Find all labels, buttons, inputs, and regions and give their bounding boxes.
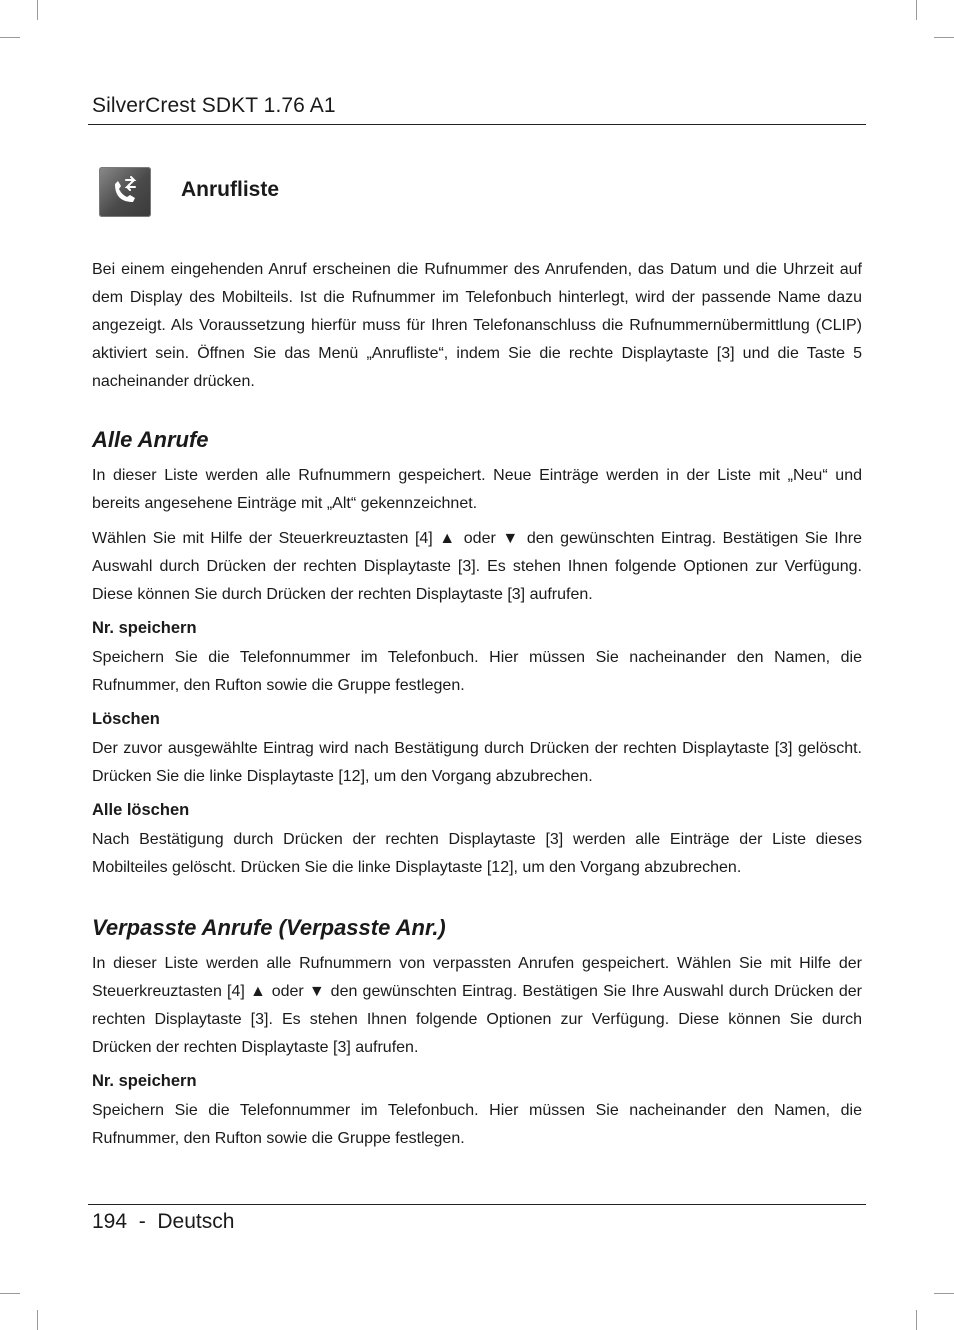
- section-title: Anrufliste: [181, 178, 280, 201]
- option-title: Alle löschen: [92, 801, 190, 819]
- crop-mark: [37, 1310, 38, 1330]
- option-title: Nr. speichern: [92, 619, 197, 637]
- option-text: Der zuvor ausgewählte Eintrag wird nach Bestätigung durch Drücken der rechten Displaytaste [3] gelöscht. Drücken Sie die linke Displaytaste [12], um den Vorgang abzubrechen.: [92, 740, 862, 785]
- all-calls-paragraph: In dieser Liste werden alle Rufnummern gespeichert. Neue Einträge werden in der Liste mit „Neu“ und bereits angesehene Einträge mit „Alt“ gekennzeichnet.: [92, 467, 862, 512]
- option-title: Nr. speichern: [92, 1072, 197, 1090]
- footer-rule: [88, 1204, 866, 1205]
- call-list-icon: [99, 167, 151, 217]
- crop-mark: [0, 1293, 20, 1294]
- missed-calls-heading: Verpasste Anrufe (Verpasste Anr.): [92, 915, 446, 940]
- crop-mark: [0, 37, 20, 38]
- header-rule: [88, 124, 866, 125]
- crop-mark: [934, 37, 954, 38]
- page-footer: 194 - Deutsch: [92, 1210, 235, 1233]
- crop-mark: [916, 1310, 917, 1330]
- all-calls-heading: Alle Anrufe: [92, 427, 209, 452]
- option-text: Nach Bestätigung durch Drücken der rechten Displaytaste [3] werden alle Einträge der Liste dieses Mobilteiles gelöscht. Drücken Sie die linke Displaytaste [12], um den Vorgang abzubrechen.: [92, 831, 862, 876]
- option-text: Speichern Sie die Telefonnummer im Telefonbuch. Hier müssen Sie nacheinander den Namen, die Rufnummer, den Rufton sowie die Gruppe festlegen.: [92, 649, 862, 694]
- header-title: SilverCrest SDKT 1.76 A1: [92, 94, 336, 117]
- missed-calls-paragraph: In dieser Liste werden alle Rufnummern von verpassten Anrufen gespeichert. Wählen Sie mit Hilfe der Steuerkreuztasten [4] ▲ oder ▼ den gewünschten Eintrag. Bestätigen Sie Ihre Auswahl durch Drücken der rechten Displaytaste [3]. Es stehen Ihnen folgende Optionen zur Verfügung. Diese können Sie durch Drücken der rechten Displaytaste [3] aufrufen.: [92, 955, 862, 1056]
- option-title: Löschen: [92, 710, 160, 728]
- crop-mark: [37, 0, 38, 20]
- option-text: Speichern Sie die Telefonnummer im Telefonbuch. Hier müssen Sie nacheinander den Namen, die Rufnummer, den Rufton sowie die Gruppe festlegen.: [92, 1102, 862, 1147]
- crop-mark: [934, 1293, 954, 1294]
- content: [92, 256, 862, 1153]
- intro-paragraph: Bei einem eingehenden Anruf erscheinen die Rufnummer des Anrufenden, das Datum und die Uhrzeit auf dem Display des Mobilteils. Ist die Rufnummer im Telefonbuch hinterlegt, wird der passende Name dazu angezeigt. Als Voraussetzung hierfür muss für Ihren Telefonanschluss die Rufnummernübermittlung (CLIP) aktiviert sein. Öffnen Sie das Menü „Anrufliste“, indem Sie die rechte Displaytaste [3] und die Taste 5 nacheinander drücken.: [92, 261, 862, 390]
- all-calls-paragraph: Wählen Sie mit Hilfe der Steuerkreuztasten [4] ▲ oder ▼ den gewünschten Eintrag. Bestätigen Sie Ihre Auswahl durch Drücken der rechten Displaytaste [3]. Es stehen Ihnen folgende Optionen zur Verfügung. Diese können Sie durch Drücken der rechten Displaytaste [3] aufrufen.: [92, 530, 862, 603]
- crop-mark: [916, 0, 917, 20]
